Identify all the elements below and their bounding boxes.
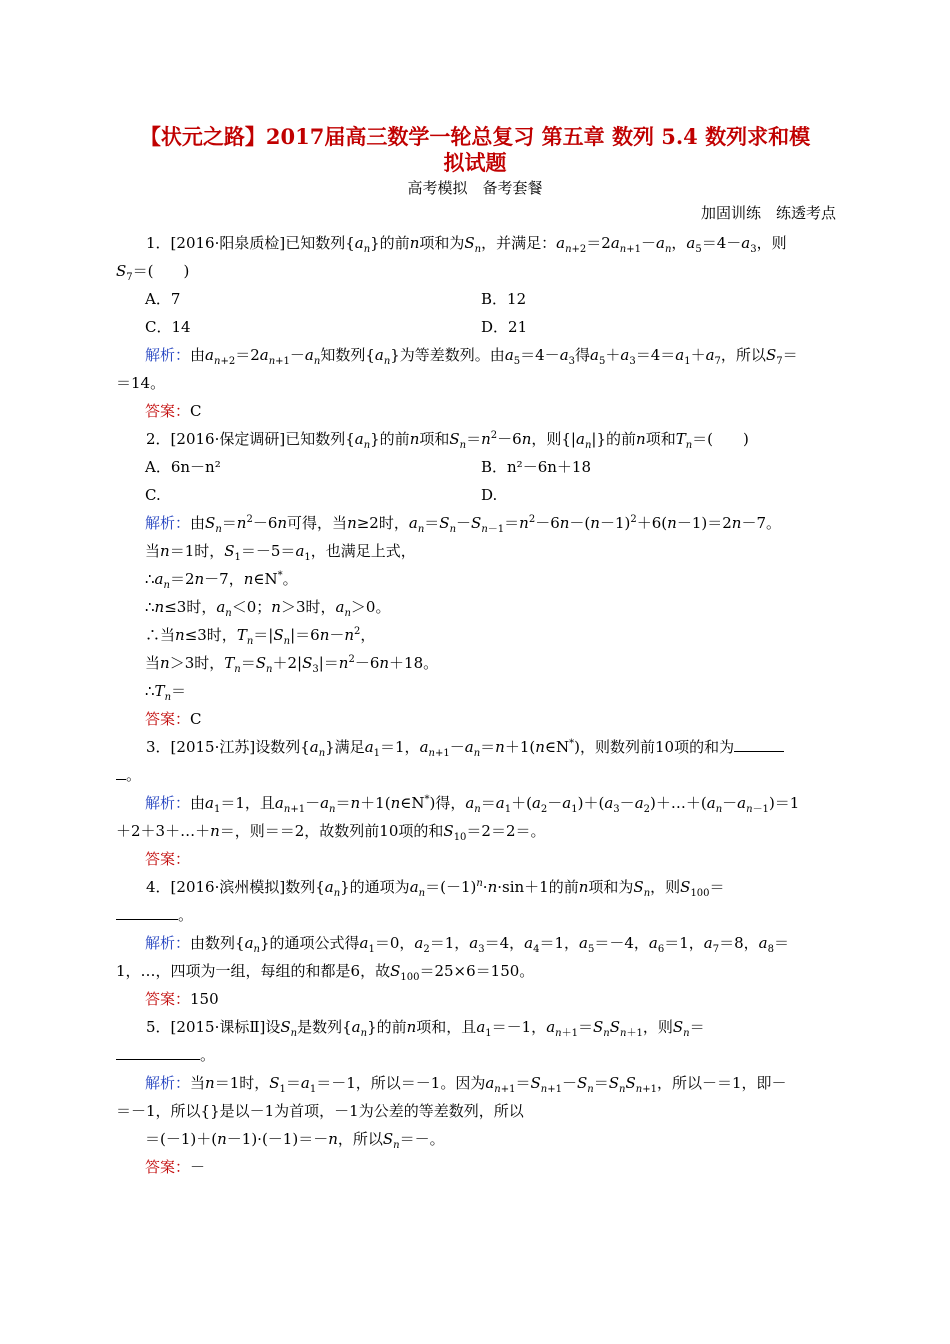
q2-option-a: A．6n－n² <box>145 458 221 476</box>
q3-blank <box>734 737 784 752</box>
answer-label: 答案： <box>145 710 191 728</box>
q3-solution-cont: ＋2＋3＋…＋n＝，则＝＝2，故数列前10项的和$S_{10}=2=2=$。 <box>116 822 546 843</box>
q2-option-b: B．n²－6n＋18 <box>481 458 591 476</box>
q4-stem-cont: 。 <box>116 905 838 925</box>
q4-solution: 解析：由数列$\{a_n\}$的通项公式得$a_1=0$，$a_2=1$，$a_3=4$，$a_4=1$，$a_5=-4$，$a_6=1$，$a_7=8$，$a_8=$ <box>145 934 789 955</box>
q1-answer-value: C <box>190 402 202 420</box>
title-line-1: 【状元之路】2017届高三数学一轮总复习 第五章 数列 5.4 数列求和模 <box>139 124 811 149</box>
q4-answer <box>145 989 838 1009</box>
q5-solution-line3: ＝(－1)＋(n－1)·(－1)＝－n，所以$S_n=-$。 <box>145 1130 445 1151</box>
q4-blank <box>116 905 178 920</box>
document-title <box>90 124 860 176</box>
solution-label: 解析： <box>145 794 191 812</box>
solution-label: 解析： <box>145 1074 191 1092</box>
q5-stem-cont: 。 <box>116 1045 838 1065</box>
q5-answer-value: － <box>190 1158 206 1176</box>
q5-stem: 5．[2015·课标Ⅱ]设$S_n$是数列$\{a_n\}$的前n项和，且$a_1=-1$，$a_{n+1}=S_nS_{n+1}$，则$S_n=$ <box>116 1018 705 1039</box>
q4-solution-cont: 1，…，四项为一组，每组的和都是6，故$S_{100}=25\times 6=150$。 <box>116 962 535 983</box>
q2-option-c: C. <box>145 486 161 504</box>
q5-blank <box>116 1045 200 1060</box>
q5-answer <box>145 1157 838 1177</box>
answer-label: 答案： <box>145 850 191 868</box>
solution-label: 解析： <box>145 346 191 364</box>
q2-solution-line6: 当n＞3时，$T_n=S_n+2|S_3|=n^2-6n+18$。 <box>145 654 439 675</box>
q2-solution-line5: ∴当n≤3时，$T_n=|S_n|=6n-n^2$， <box>145 626 376 647</box>
q1-answer <box>145 401 838 421</box>
q5-solution: 解析：当n＝1时，$S_1=a_1=-1$，所以＝－1。因为$a_{n+1}=S_{n+1}-S_n=S_nS_{n+1}$，所以－＝1，即－ <box>145 1074 787 1095</box>
q2-answer-value: C <box>190 710 202 728</box>
answer-label: 答案： <box>145 1158 191 1176</box>
q1-option-a: A．7 <box>145 290 181 308</box>
solution-label: 解析： <box>145 934 191 952</box>
q1-stem-cont: $S_7=$( ) <box>116 262 190 283</box>
q1-option-b: B．12 <box>481 290 527 308</box>
q1-option-d: D．21 <box>481 318 528 336</box>
q1-solution-cont: ＝14。 <box>116 374 166 392</box>
q2-stem: 2．[2016·保定调研]已知数列$\{a_n\}$的前n项和$S_n=n^2-6n$，则$\{|a_n|\}$的前n项和$T_n=$( ) <box>116 430 749 451</box>
q2-solution-line2: 当n＝1时，$S_1=-5=a_1$，也满足上式， <box>145 542 416 563</box>
answer-label: 答案： <box>145 402 191 420</box>
q2-solution: 解析：由$S_n=n^2-6n$可得，当n≥2时，$a_n=S_n-S_{n-1}=n^2-6n-(n-1)^2+6(n-1)=2n-7$。 <box>145 514 781 535</box>
q2-solution-line7: $\therefore T_n=$ <box>145 682 187 703</box>
q3-stem: 3．[2015·江苏]设数列$\{a_n\}$满足$a_1=1$，$a_{n+1}-a_n=n+1(n\in N^*)$，则数列前10项的和为 <box>116 737 838 757</box>
answer-label: 答案： <box>145 990 191 1008</box>
solution-label: 解析： <box>145 514 191 532</box>
q1-option-c: C．14 <box>145 318 191 336</box>
q3-stem-cont: 。 <box>116 765 838 785</box>
q3-blank-cont <box>116 765 126 780</box>
q3-solution: 解析：由$a_1=1$，且$a_{n+1}-a_n=n+1(n\in N^*)$得，$a_n=a_1+(a_2-a_1)+(a_3-a_2)+\dots+(a_n-a_{n-1})=1$ <box>145 794 800 815</box>
q2-solution-line3: $\therefore a_n=2n-7$，n∈N*。 <box>145 570 298 591</box>
q1-stem: 1．[2016·阳泉质检]已知数列$\{a_n\}$的前n项和为$S_n$，并满足：$a_{n+2}=2a_{n+1}-a_n$，$a_5=4-a_3$，则 <box>116 234 787 255</box>
q2-answer <box>145 709 838 729</box>
q4-stem: 4．[2016·滨州模拟]数列$\{a_n\}$的通项为$a_n=(-1)^n\cdot n\cdot\sin+1$的前n项和为$S_n$，则$S_{100}=$ <box>116 878 725 899</box>
q1-solution: 解析：由$a_{n+2}=2a_{n+1}-a_n$知数列$\{a_n\}$为等差数列。由$a_5=4-a_3$得$a_5+a_3=4=a_1+a_7$，所以$S_7=$ <box>145 346 798 367</box>
q2-solution-line4: ∴n≤3时，$a_n<0$；n＞3时，$a_n>0$。 <box>145 598 391 619</box>
section-label: 加固训练 练透考点 <box>700 204 836 222</box>
q2-option-d: D. <box>481 486 498 504</box>
q4-answer-value: 150 <box>190 990 219 1008</box>
title-line-2: 拟试题 <box>443 150 507 175</box>
subtitle: 高考模拟 备考套餐 <box>407 179 543 197</box>
q5-solution-cont: ＝－1，所以{}是以－1为首项，－1为公差的等差数列，所以 <box>116 1102 524 1120</box>
q3-answer <box>145 849 838 869</box>
